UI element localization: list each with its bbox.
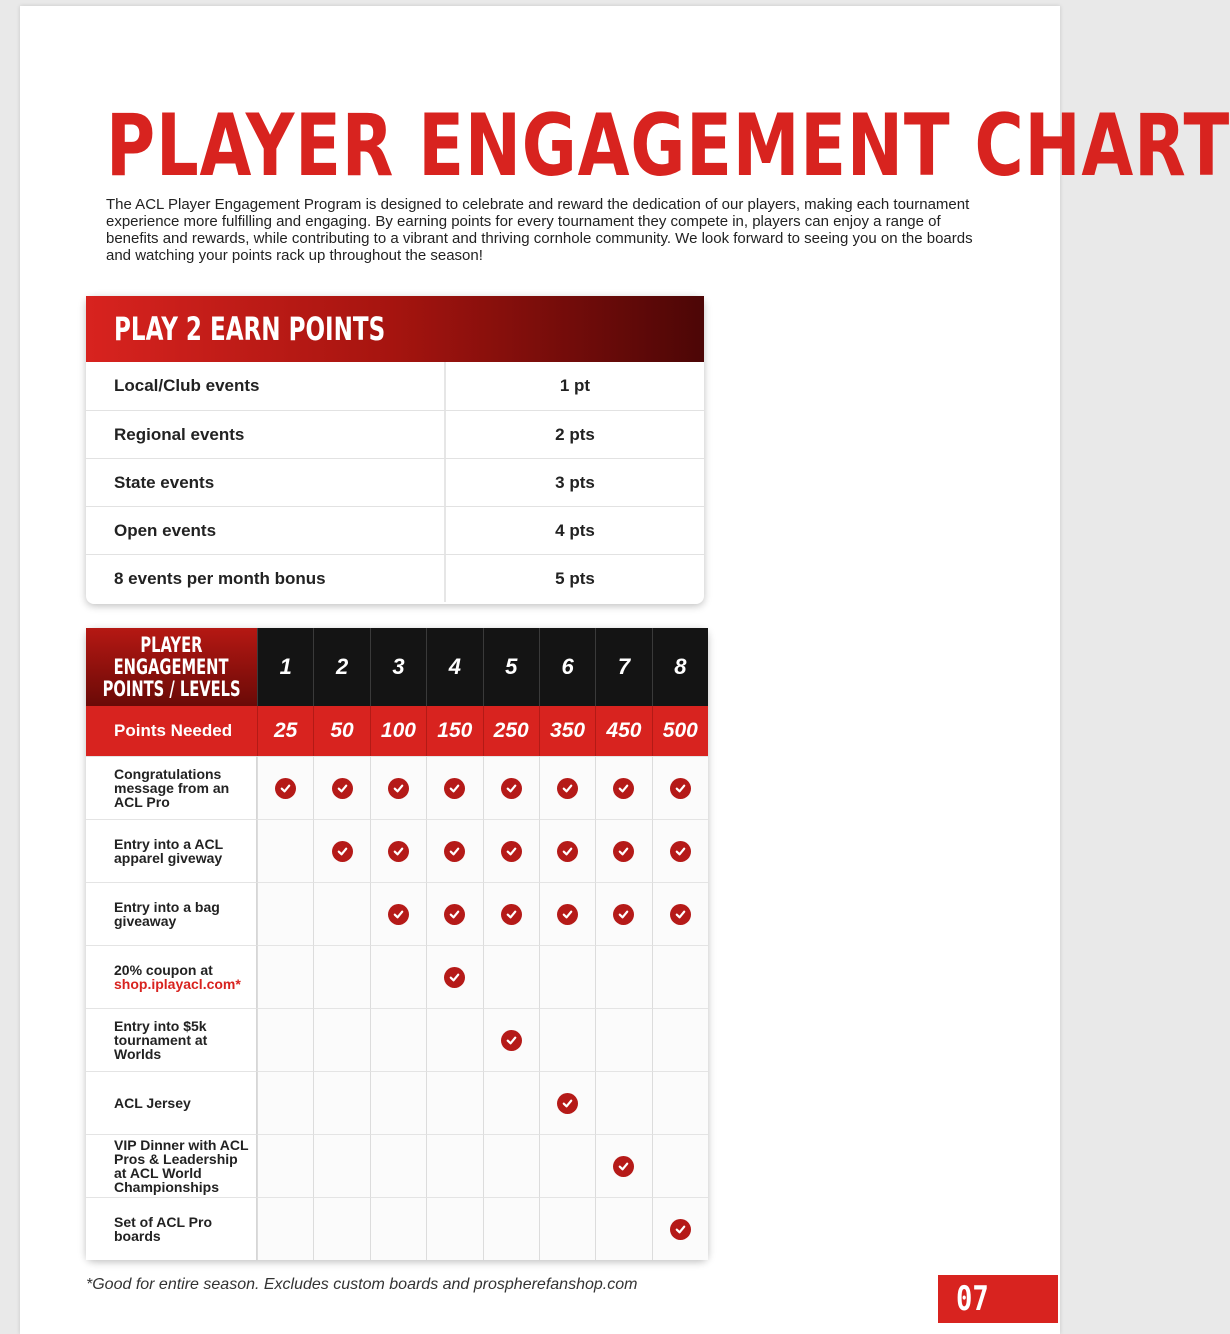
benefit-text [114, 1138, 250, 1194]
benefit-cell [426, 756, 482, 819]
points-needed-value: 50 [313, 706, 369, 756]
check-icon [670, 1219, 691, 1240]
benefit-label [86, 1008, 257, 1071]
earn-row [86, 458, 704, 506]
benefit-label [86, 819, 257, 882]
intro-paragraph: The ACL Player Engagement Program is designed to celebrate and reward the dedication of our players, making each tournament experience more fulfilling and engaging. By earning points for every tournament they compete in, players can enjoy a range of benefits and rewards, while contributing to a vibrant and thriving cornhole community. We look forward to seeing you on the boards and watching your points rack up throughout the season! [106, 196, 973, 264]
benefit-cell [595, 1008, 651, 1071]
earn-row-points: 5 pts [555, 568, 595, 588]
benefit-cell [483, 1134, 539, 1197]
benefit-cell [426, 882, 482, 945]
benefit-cell [595, 882, 651, 945]
points-needed-value: 450 [595, 706, 651, 756]
earn-row-points: 1 pt [559, 376, 591, 395]
levels-corner-header [86, 628, 257, 706]
benefit-cell [426, 1008, 482, 1071]
benefit-cell [483, 819, 539, 882]
level-number-5: 5 [483, 628, 539, 706]
corner-header-line: POINTS / LEVELS [102, 677, 241, 701]
points-needed-value: 150 [426, 706, 482, 756]
earn-row-label: 8 events per month bonus [86, 555, 446, 602]
check-icon [332, 841, 353, 862]
earn-row [86, 362, 704, 410]
earn-row-label: Open events [86, 507, 446, 554]
earn-row-points: 3 pts [555, 472, 595, 492]
benefit-cell [370, 756, 426, 819]
benefit-cell [426, 1071, 482, 1134]
benefit-cell [652, 882, 708, 945]
benefit-cell [539, 819, 595, 882]
benefit-cell [539, 756, 595, 819]
check-icon [332, 778, 353, 799]
benefit-cell [595, 756, 651, 819]
check-icon [444, 841, 465, 862]
benefit-label [86, 882, 257, 945]
earn-row-label: Regional events [86, 411, 446, 458]
benefit-cell [483, 756, 539, 819]
benefit-name: Set of ACL Pro boards [114, 1214, 213, 1244]
benefit-label [86, 945, 257, 1008]
benefit-cell [595, 1071, 651, 1134]
benefit-label [86, 1134, 257, 1197]
check-icon [613, 841, 634, 862]
benefit-cell [257, 945, 313, 1008]
benefit-cell [652, 945, 708, 1008]
benefit-text [114, 837, 250, 865]
earn-table-body [86, 362, 704, 602]
level-number-6: 6 [539, 628, 595, 706]
benefit-cell [652, 819, 708, 882]
check-icon [501, 841, 522, 862]
benefit-cell [652, 756, 708, 819]
benefit-name: Entry into a bag giveaway [114, 899, 220, 929]
benefit-cell [539, 1134, 595, 1197]
points-needed-value: 350 [539, 706, 595, 756]
earn-row-points: 2 pts [555, 424, 595, 444]
benefit-cell [539, 1197, 595, 1260]
corner-header-line: PLAYER [140, 633, 203, 657]
benefit-text [114, 767, 250, 809]
benefit-cell [483, 1071, 539, 1134]
benefit-cell [313, 945, 369, 1008]
check-icon [670, 904, 691, 925]
benefit-cell [313, 1008, 369, 1071]
benefit-cell [257, 882, 313, 945]
benefit-cell [539, 1071, 595, 1134]
benefit-text [114, 1215, 250, 1243]
benefit-cell [370, 1197, 426, 1260]
level-number-3: 3 [370, 628, 426, 706]
benefit-name: Congratulations message from an ACL Pro [114, 766, 230, 810]
check-icon [388, 904, 409, 925]
benefit-cell [313, 819, 369, 882]
benefit-cell [652, 1197, 708, 1260]
level-number-2: 2 [313, 628, 369, 706]
benefit-cell [257, 756, 313, 819]
points-needed-label: Points Needed [86, 706, 257, 756]
benefit-cell [370, 1008, 426, 1071]
benefit-cell [313, 1134, 369, 1197]
benefit-cell [257, 1071, 313, 1134]
check-icon [670, 841, 691, 862]
benefit-name: Entry into a ACL apparel giveway [114, 836, 223, 866]
benefit-cell [313, 1197, 369, 1260]
levels-grid [86, 628, 708, 1260]
check-icon [670, 778, 691, 799]
benefit-cell [257, 819, 313, 882]
benefit-cell [313, 756, 369, 819]
check-icon [613, 1156, 634, 1177]
benefit-cell [652, 1134, 708, 1197]
engagement-levels-table [86, 628, 708, 1260]
benefit-cell [539, 1008, 595, 1071]
check-icon [388, 841, 409, 862]
benefit-cell [426, 1197, 482, 1260]
benefit-cell [257, 1197, 313, 1260]
earn-row-label: State events [86, 459, 446, 506]
benefit-cell [370, 945, 426, 1008]
benefit-cell [595, 1134, 651, 1197]
earn-row [86, 410, 704, 458]
earn-table-heading: PLAY 2 EARN POINTS [114, 310, 386, 348]
earn-table-header [86, 296, 704, 362]
benefit-cell [483, 882, 539, 945]
earn-row-points: 4 pts [555, 520, 595, 540]
check-icon [501, 778, 522, 799]
check-icon [501, 1030, 522, 1051]
benefit-cell [483, 1197, 539, 1260]
check-icon [557, 778, 578, 799]
benefit-name: 20% coupon at [114, 962, 213, 978]
play-2-earn-table [86, 296, 704, 604]
benefit-cell [595, 1197, 651, 1260]
points-needed-value: 500 [652, 706, 708, 756]
benefit-cell [595, 819, 651, 882]
benefit-label [86, 1071, 257, 1134]
level-number-4: 4 [426, 628, 482, 706]
benefit-text [114, 1096, 191, 1110]
benefit-cell [539, 882, 595, 945]
level-number-1: 1 [257, 628, 313, 706]
benefit-text [114, 900, 250, 928]
level-number-8: 8 [652, 628, 708, 706]
check-icon [613, 904, 634, 925]
footnote: *Good for entire season. Excludes custom boards and prospherefanshop.com [86, 1276, 638, 1293]
page-number-badge [938, 1275, 1058, 1323]
check-icon [613, 778, 634, 799]
check-icon [444, 967, 465, 988]
benefit-cell [426, 819, 482, 882]
benefit-name: Entry into $5k tournament at Worlds [114, 1018, 208, 1062]
benefit-cell [483, 945, 539, 1008]
points-needed-value: 25 [257, 706, 313, 756]
corner-header-line: ENGAGEMENT [114, 655, 229, 679]
benefit-name: ACL Jersey [114, 1095, 191, 1111]
benefit-text [114, 963, 241, 991]
benefit-cell [257, 1134, 313, 1197]
benefit-text [114, 1019, 250, 1061]
check-icon [388, 778, 409, 799]
level-number-7: 7 [595, 628, 651, 706]
check-icon [275, 778, 296, 799]
benefit-cell [652, 1008, 708, 1071]
benefit-label [86, 1197, 257, 1260]
benefit-cell [370, 819, 426, 882]
benefit-link[interactable]: shop.iplayacl.com* [114, 976, 241, 992]
check-icon [444, 778, 465, 799]
benefit-cell [257, 1008, 313, 1071]
benefit-cell [595, 945, 651, 1008]
page-title: PLAYER ENGAGEMENT CHART [106, 96, 1230, 196]
benefit-cell [370, 882, 426, 945]
benefit-cell [370, 1134, 426, 1197]
check-icon [557, 841, 578, 862]
check-icon [501, 904, 522, 925]
benefit-cell [313, 1071, 369, 1134]
benefit-name: VIP Dinner with ACL Pros & Leadership at ACL World Championships [114, 1137, 249, 1195]
benefit-cell [370, 1071, 426, 1134]
page-number: 07 [956, 1279, 989, 1319]
benefit-cell [483, 1008, 539, 1071]
benefit-cell [426, 1134, 482, 1197]
benefit-cell [426, 945, 482, 1008]
check-icon [444, 904, 465, 925]
check-icon [557, 1093, 578, 1114]
earn-row-label: Local/Club events [86, 362, 446, 410]
earn-row [86, 554, 704, 602]
benefit-cell [539, 945, 595, 1008]
points-needed-value: 100 [370, 706, 426, 756]
benefit-cell [652, 1071, 708, 1134]
benefit-label [86, 756, 257, 819]
check-icon [557, 904, 578, 925]
earn-row [86, 506, 704, 554]
points-needed-value: 250 [483, 706, 539, 756]
benefit-cell [313, 882, 369, 945]
